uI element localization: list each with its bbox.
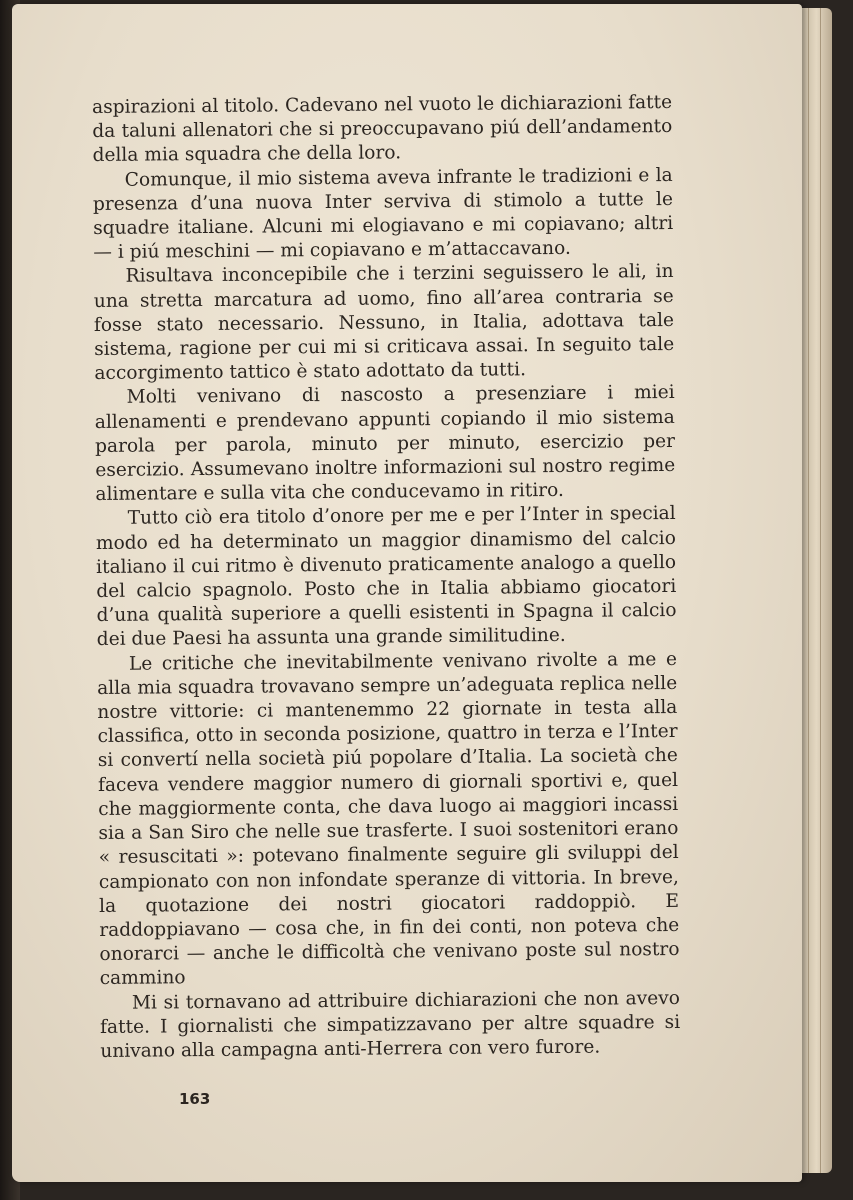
paragraph-3: Risultava inconcepibile che i terzini seguissero le ali, in una stretta marcatura ad uomo, fino all’area contraria se fosse stato necessario. Nessuno, in Italia, adottava tale sistema, ragione per cui mi si criticava assai. In seguito tale accorgimento tattico è stato adottato da tutti. (93, 261, 675, 385)
paragraph-2: Comunque, il mio sistema aveva infrante le tradizioni e la presenza d’una nuova Inter serviva di stimolo a tutte le squadre italiane. Alcuni mi elogiavano e mi copiavano; altri — i piú meschini — mi copiavano e m’attaccavano. (92, 164, 674, 264)
paragraph-5: Tutto ciò era titolo d’onore per me e per l’Inter in special modo ed ha determinato un maggior dinamismo del calcio italiano il cui ritmo è divenuto praticamente analogo a quello del calcio spagnolo. Posto che in Italia abbiamo giocatori d’una qualità superiore a quelli esistenti in Spagna il calcio dei due Paesi ha assunta una grande similitudine. (95, 503, 677, 651)
paragraph-7: Mi si tornavano ad attribuire dichiarazioni che non avevo fatte. I giornalisti che simpatizzavano per altre squadre si univano alla campagna anti-Herrera con vero furore. (100, 987, 681, 1062)
page-number: 163 (179, 1090, 211, 1108)
paragraph-4: Molti venivano di nascosto a presenziare i miei allenamenti e prendevano appunti copiando il mio sistema parola per parola, minuto per minuto, esercizio per esercizio. Assumevano inoltre informazioni sul nostro regime alimentare e sulla vita che conducevamo in ritiro. (94, 382, 676, 506)
paragraph-1: aspirazioni al titolo. Cadevano nel vuoto le dichiarazioni fatte da taluni allenatori che si preoccupavano piú dell’andamento della mia squadra che della loro. (92, 91, 673, 167)
body-text (92, 91, 680, 1064)
paragraph-6: Le critiche che inevitabilmente venivano rivolte a me e alla mia squadra trovavano sempre un’adeguata replica nelle nostre vittorie: ci mantenemmo 22 giornate in testa alla classifica, otto in seconda posizione, quattro in terza e l’Inter si convertí nella società piú popolare d’Italia. La società che faceva vendere maggior numero di giornali sportivi e, quel che maggiormente conta, che dava luogo ai maggiori incassi sia a San Siro che nelle sue trasferte. I suoi sostenitori erano « resuscitati »: potevano finalmente seguire gli sviluppi del campionato con non infondate speranze di vittoria. In breve, la quotazione dei nostri giocatori raddoppiò. E raddoppiavano — cosa che, in fin dei conti, non poteva che onorarci — anche le difficoltà che venivano poste sul nostro cammino (97, 648, 680, 990)
book-page (12, 4, 802, 1182)
